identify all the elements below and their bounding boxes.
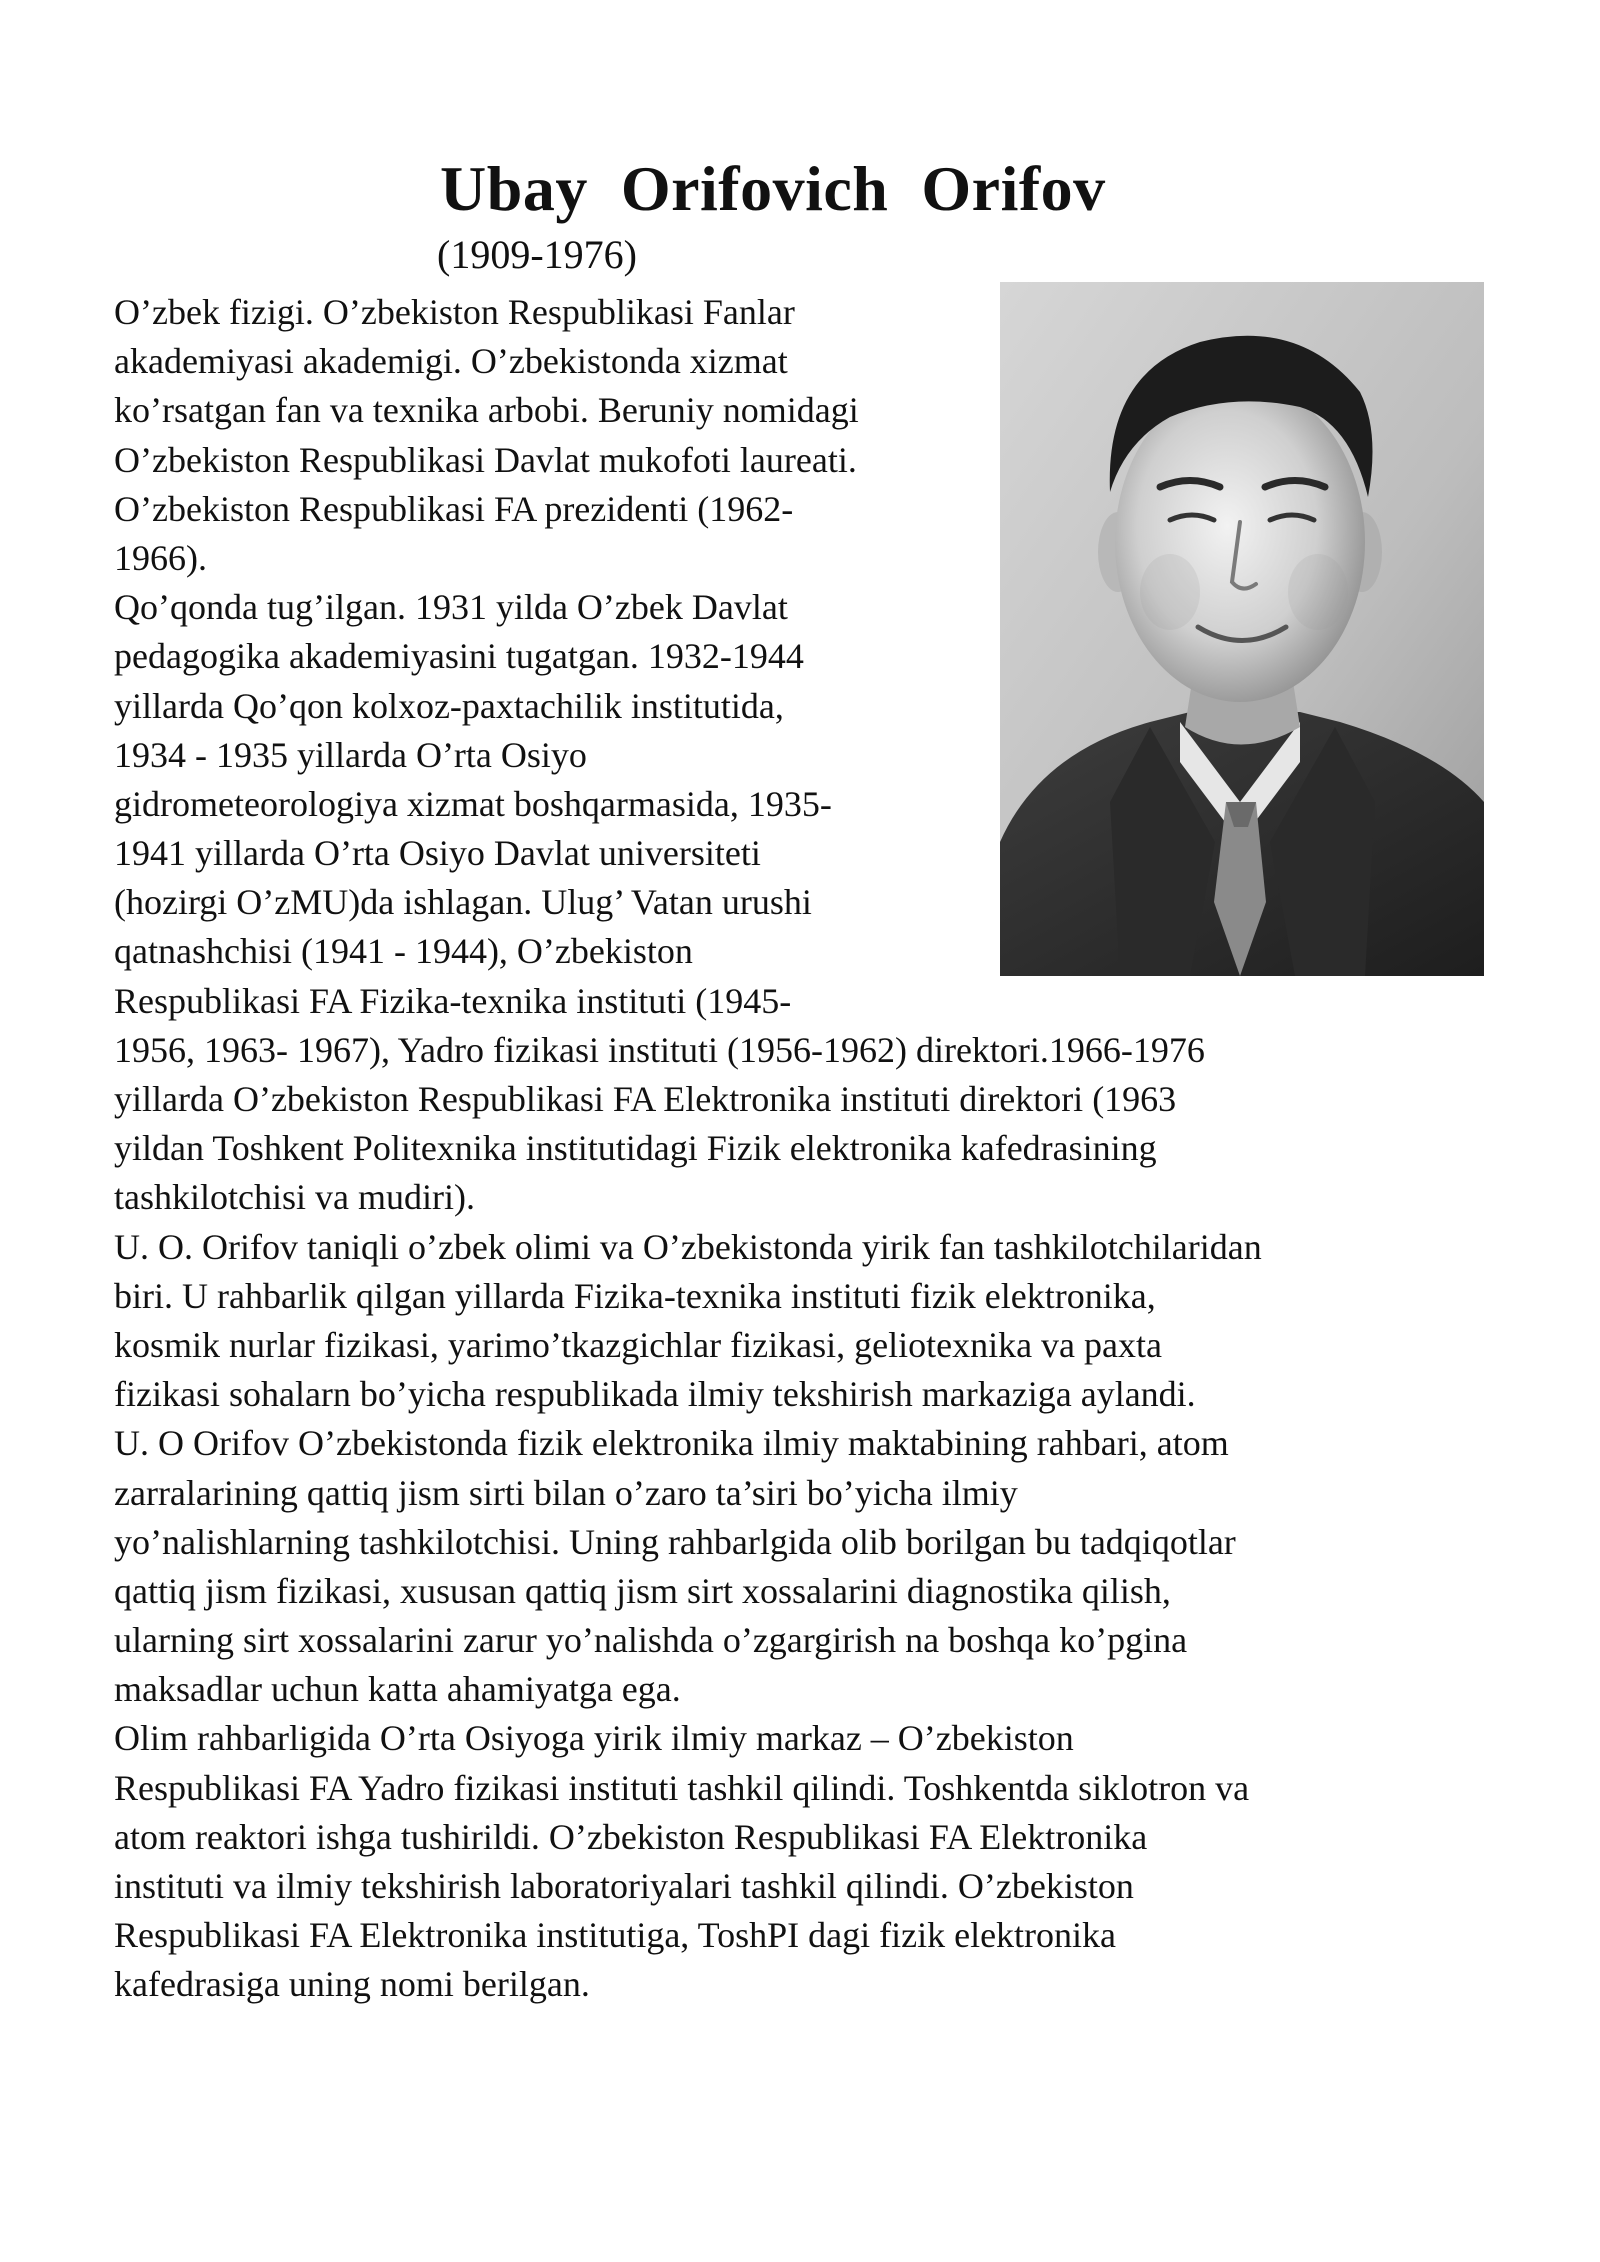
paragraph — [114, 1714, 1514, 2009]
text-line: O’zbekiston Respublikasi FA prezidenti (1962- — [114, 488, 794, 529]
text-line: fizikasi sohalarn bo’yicha respublikada ilmiy tekshirish markaziga aylandi. — [114, 1374, 1196, 1415]
text-line: yillarda Qo’qon kolxoz-paxtachilik institutida, — [114, 685, 784, 726]
text-line: maksadlar uchun katta ahamiyatga ega. — [114, 1669, 681, 1710]
paragraph — [114, 1223, 1514, 1420]
text-line: O’zbekiston Respublikasi Davlat mukofoti laureati. — [114, 439, 857, 480]
text-line: (hozirgi O’zMU)da ishlagan. Ulug’ Vatan urushi — [114, 882, 812, 923]
text-line: 1966). — [114, 537, 207, 578]
text-line: Respublikasi FA Fizika-texnika instituti (1945- — [114, 980, 792, 1021]
text-line: U. O Orifov O’zbekistonda fizik elektronika ilmiy maktabining rahbari, atom — [114, 1423, 1229, 1464]
document-title: Ubay Orifovich Orifov — [440, 153, 1106, 224]
text-line: U. O. Orifov taniqli o’zbek olimi va O’zbekistonda yirik fan tashkilotchilaridan — [114, 1226, 1262, 1267]
text-line: 1956, 1963- 1967), Yadro fizikasi instituti (1956-1962) direktori.1966-1976 — [114, 1029, 1205, 1070]
text-line: qattiq jism fizikasi, xususan qattiq jism sirt xossalarini diagnostika qilish, — [114, 1570, 1171, 1611]
text-line: qatnashchisi (1941 - 1944), O’zbekiston — [114, 931, 693, 972]
text-line: pedagogika akademiyasini tugatgan. 1932-1944 — [114, 636, 804, 677]
text-line: Respublikasi FA Elektronika institutiga, ToshPI dagi fizik elektronika — [114, 1915, 1117, 1956]
text-line: biri. U rahbarlik qilgan yillarda Fizika-texnika instituti fizik elektronika, — [114, 1275, 1156, 1316]
text-line: yildan Toshkent Politexnika institutidagi Fizik elektronika kafedrasining — [114, 1128, 1157, 1169]
text-line: kafedrasiga uning nomi berilgan. — [114, 1964, 590, 2005]
text-line: akademiyasi akademigi. O’zbekistonda xizmat — [114, 341, 788, 382]
text-line: tashkilotchisi va mudiri). — [114, 1177, 475, 1218]
text-line: O’zbek fizigi. O’zbekiston Respublikasi Fanlar — [114, 292, 795, 332]
biography-text — [114, 288, 1514, 2010]
paragraph — [114, 288, 1514, 583]
text-line: zarralarining qattiq jism sirti bilan o’zaro ta’siri bo’yicha ilmiy — [114, 1472, 1018, 1513]
text-line: ularning sirt xossalarini zarur yo’nalishda o’zgargirish na boshqa ko’pgina — [114, 1620, 1188, 1661]
paragraph — [114, 583, 1514, 1222]
text-line: yillarda O’zbekiston Respublikasi FA Elektronika instituti direktori (1963 — [114, 1079, 1177, 1119]
life-years: (1909-1976) — [437, 232, 637, 277]
text-line: atom reaktori ishga tushirildi. O’zbekiston Respublikasi FA Elektronika — [114, 1816, 1148, 1857]
text-line: yo’nalishlarning tashkilotchisi. Uning rahbarlgida olib borilgan bu tadqiqotlar — [114, 1521, 1236, 1562]
text-line: ko’rsatgan fan va texnika arbobi. Beruniy nomidagi — [114, 390, 859, 431]
text-line: kosmik nurlar fizikasi, yarimo’tkazgichlar fizikasi, geliotexnika va paxta — [114, 1324, 1162, 1365]
text-line: Olim rahbarligida O’rta Osiyoga yirik ilmiy markaz – O’zbekiston — [114, 1718, 1074, 1759]
text-line: instituti va ilmiy tekshirish laboratoriyalari tashkil qilindi. O’zbekiston — [114, 1866, 1134, 1906]
paragraph — [114, 1419, 1514, 1714]
text-line: gidrometeorologiya xizmat boshqarmasida, 1935- — [114, 783, 832, 824]
text-line: Qo’qonda tug’ilgan. 1931 yilda O’zbek Davlat — [114, 587, 788, 628]
text-line: 1941 yillarda O’rta Osiyo Davlat universiteti — [114, 833, 761, 874]
text-line: 1934 - 1935 yillarda O’rta Osiyo — [114, 734, 587, 775]
text-line: Respublikasi FA Yadro fizikasi instituti tashkil qilindi. Toshkentda siklotron va — [114, 1767, 1250, 1808]
